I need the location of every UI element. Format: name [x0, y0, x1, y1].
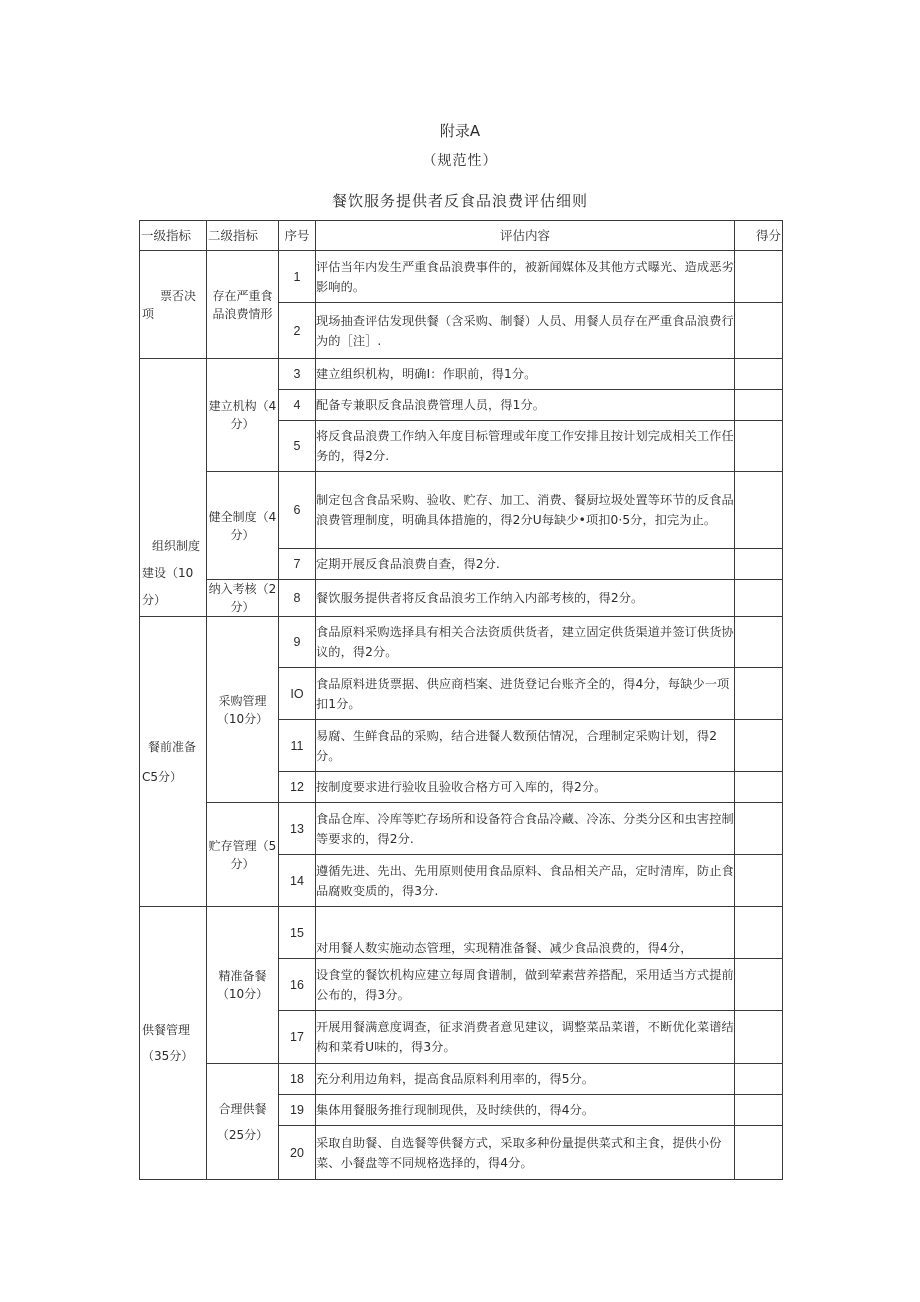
score-cell	[735, 1064, 783, 1095]
level1-cell: 供餐管理（35分）	[140, 907, 207, 1180]
content-cell: 遵循先进、先出、先用原则使用食品原料、食品相关产品，定时清库，防止食品腐败变质的，得3分.	[316, 855, 735, 907]
content-cell: 餐饮服务提供者将反食品浪劣工作纳入内部考核的，得2分。	[316, 580, 735, 617]
score-cell	[735, 303, 783, 359]
score-cell	[735, 668, 783, 720]
level2-cell: 贮存管理（5分）	[207, 803, 279, 907]
content-cell: 设食堂的餐饮机构应建立每周食谱制，做到荤素营养搭配，采用适当方式提前公布的，得3分。	[316, 959, 735, 1011]
table-row	[140, 617, 783, 668]
level2-cell: 健全制度（4分）	[207, 472, 279, 580]
table-row	[140, 580, 783, 617]
score-cell	[735, 720, 783, 772]
score-cell	[735, 1126, 783, 1180]
seq-cell: 6	[279, 472, 316, 549]
seq-cell: 19	[279, 1095, 316, 1126]
score-cell	[735, 580, 783, 617]
seq-cell: 5	[279, 421, 316, 472]
score-cell	[735, 1095, 783, 1126]
table-row	[140, 359, 783, 390]
score-cell	[735, 907, 783, 959]
seq-cell: 14	[279, 855, 316, 907]
normative-label	[0, 150, 920, 170]
level2-cell: 合理供餐（25分）	[207, 1064, 279, 1180]
seq-cell: 20	[279, 1126, 316, 1180]
score-cell	[735, 359, 783, 390]
level2-cell: 建立机构（4分）	[207, 359, 279, 472]
column-header-level1: 一级指标	[140, 221, 207, 251]
seq-cell: 7	[279, 549, 316, 580]
column-header-level2: 二级指标	[207, 221, 279, 251]
column-header-content: 评估内容	[316, 221, 735, 251]
seq-cell: 13	[279, 803, 316, 855]
content-cell: 对用餐人数实施动态管理，实现精准备餐、减少食品浪费的，得4分，	[316, 907, 735, 959]
seq-cell: 9	[279, 617, 316, 668]
document-title-text: 餐饮服务提供者反食品浪费评估细则	[331, 192, 588, 210]
score-cell	[735, 549, 783, 580]
normative-text: （规范性）	[422, 153, 498, 169]
level2-cell: 纳入考核（2分）	[207, 580, 279, 617]
table-row	[140, 907, 783, 959]
seq-cell: IO	[279, 668, 316, 720]
score-cell	[735, 421, 783, 472]
content-cell: 将反食品浪费工作纳入年度目标管理或年度工作安排且按计划完成相关工作任务的，得2分.	[316, 421, 735, 472]
content-cell: 定期开展反食品浪费自查，得2分.	[316, 549, 735, 580]
seq-cell: 3	[279, 359, 316, 390]
appendix-label	[0, 120, 920, 141]
seq-cell: 12	[279, 772, 316, 803]
seq-cell: 18	[279, 1064, 316, 1095]
seq-cell: 2	[279, 303, 316, 359]
content-cell: 采取自助餐、自选餐等供餐方式，采取多种份量提供菜式和主食，提供小份菜、小餐盘等不同规格选择的，得4分。	[316, 1126, 735, 1180]
seq-cell: 4	[279, 390, 316, 421]
table-row	[140, 472, 783, 549]
level1-cell: 餐前准备C5分）	[140, 617, 207, 907]
content-cell: 食品仓库、冷库等贮存场所和设备符合食品冷藏、冷冻、分类分区和虫害控制等要求的，得2分.	[316, 803, 735, 855]
document-title	[0, 190, 920, 211]
score-cell	[735, 617, 783, 668]
seq-cell: 1	[279, 251, 316, 303]
seq-cell: 17	[279, 1011, 316, 1064]
evaluation-table	[139, 220, 783, 1180]
score-cell	[735, 772, 783, 803]
column-header-seq: 序号	[279, 221, 316, 251]
column-header-score: 得分	[735, 221, 783, 251]
content-cell: 食品原料采购选择具有相关合法资质供货者，建立固定供货渠道并签订供货协议的，得2分。	[316, 617, 735, 668]
table-row	[140, 1064, 783, 1095]
content-cell: 食品原料进货票据、供应商档案、进货登记台账齐全的，得4分，每缺少一项扣1分。	[316, 668, 735, 720]
appendix-text: 附录A	[439, 122, 481, 140]
level2-cell: 采购管理（10分）	[207, 617, 279, 803]
table-row	[140, 251, 783, 303]
content-cell: 制定包含食品采购、验收、贮存、加工、消费、餐厨垃圾处置等环节的反食品浪费管理制度，明确具体措施的，得2分U每缺少•项扣0·5分，扣完为止。	[316, 472, 735, 549]
seq-cell: 15	[279, 907, 316, 959]
score-cell	[735, 1011, 783, 1064]
level1-cell: 组织制度建设（10分）	[140, 359, 207, 617]
table-row	[140, 803, 783, 855]
level1-cell: 票否决项	[140, 251, 207, 359]
score-cell	[735, 855, 783, 907]
level2-cell: 精准备餐（10分）	[207, 907, 279, 1064]
seq-cell: 16	[279, 959, 316, 1011]
content-cell: 充分利用边角料，提高食品原料利用率的，得5分。	[316, 1064, 735, 1095]
score-cell	[735, 390, 783, 421]
score-cell	[735, 959, 783, 1011]
content-cell: 集体用餐服务推行现制现供，及时续供的，得4分。	[316, 1095, 735, 1126]
seq-cell: 8	[279, 580, 316, 617]
score-cell	[735, 251, 783, 303]
content-cell: 现场抽查评估发现供餐（含采购、制餐）人员、用餐人员存在严重食品浪费行为的［注］.	[316, 303, 735, 359]
content-cell: 建立组织机构，明确I：作职前，得1分。	[316, 359, 735, 390]
content-cell: 配备专兼职反食品浪费管理人员，得1分。	[316, 390, 735, 421]
table-header-row	[140, 221, 783, 251]
score-cell	[735, 803, 783, 855]
content-cell: 易腐、生鲜食品的采购，结合进餐人数预估情况，合理制定采购计划，得2分。	[316, 720, 735, 772]
score-cell	[735, 472, 783, 549]
content-cell: 按制度要求进行验收且验收合格方可入库的，得2分。	[316, 772, 735, 803]
content-cell: 评估当年内发生严重食品浪费事件的，被新闻媒体及其他方式曝光、造成恶劣影响的。	[316, 251, 735, 303]
content-cell: 开展用餐满意度调查，征求消费者意见建议，调整菜品菜谱，不断优化菜谱结构和菜肴U味的，得3分。	[316, 1011, 735, 1064]
seq-cell: 11	[279, 720, 316, 772]
level2-cell: 存在严重食品浪费情形	[207, 251, 279, 359]
